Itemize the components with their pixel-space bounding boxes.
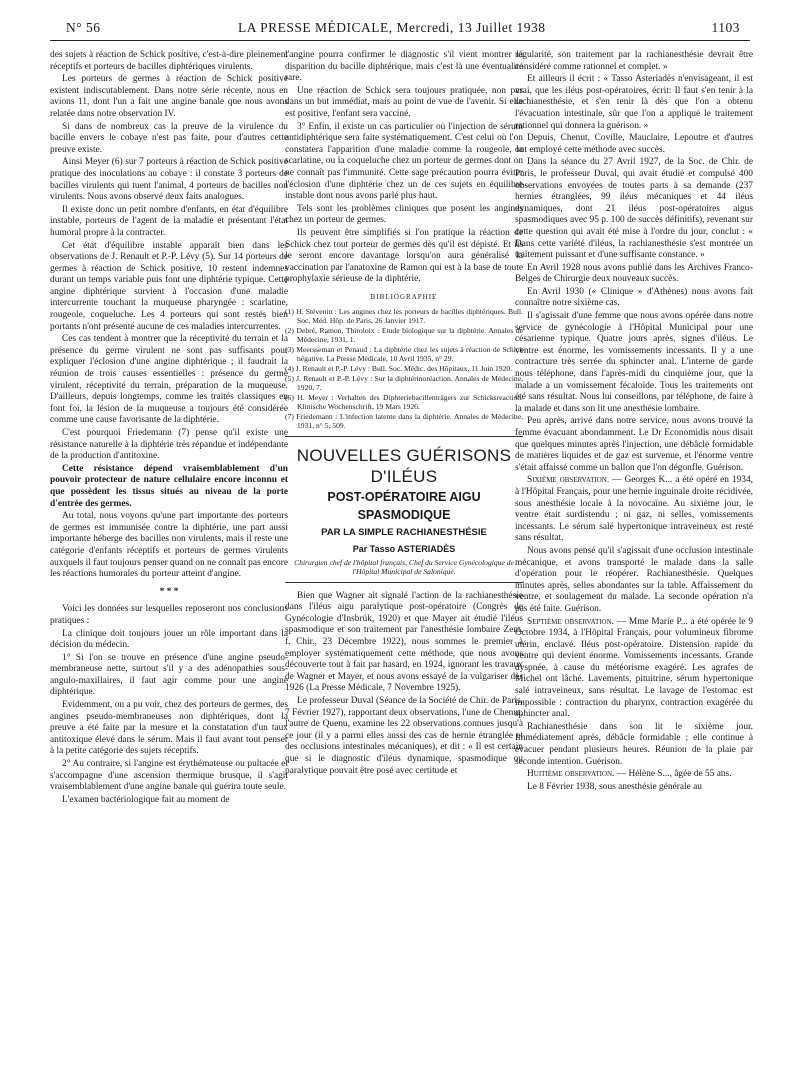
paragraph: Il s'agissait d'une femme que nous avons opérée dans notre service de gynécologie à l'Hôpital Municipal pour une césarienne typique. Quatre jours après, signes d'iléus. Le ventre est énorme, les vomissements incessants. Il y a une contracture très serrée du sphincter anal. L'interne de garde nous téléphone, dans l'après-midi du cinquième jour, que la malade a un vomissement fécaloïde. Tous les traitements ont été sans résultat. Nous lui conseillons, par téléphone, de faire à la malade et dans son lit une anesthésie lombaire. xyxy=(515,311,753,414)
paragraph: Voici les données sur lesquelles reposeront nos conclusions pratiques : xyxy=(50,604,288,626)
page-header xyxy=(66,20,740,40)
bibliography-entry: (6) H. Meyer : Verhalten des Diphteriebacillenträgers zur Schicksreaction. Klinische Wochenschrift, 19 Mars 1926. xyxy=(285,393,523,412)
paragraph: Si dans de nombreux cas la preuve de la virulence du bacille envers le cobaye n'est pas faite, pour d'autres cette preuve existe. xyxy=(50,121,288,155)
bibliography-entry: (3) Meersseman et Penaud : La diphtérie chez les sujets à réaction de Schick négative. La Presse Médicale, 10 Avril 1935, n° 29. xyxy=(285,345,523,364)
paragraph: Au total, nous voyons qu'une part importante des porteurs de germes est immunisée contre la diphtérie, une part aussi importante héberge des bacilles non virulents, mais il reste une catégorie d'enfants réceptifs et porteurs de germes virulents auxquels il faut toujours penser quand on ne connaît pas encore les réactions humorales du porteur atteint d'angine. xyxy=(50,511,288,580)
observation-text: — Georges K... a été opéré en 1934, à l'Hôpital Français, pour une hernie inguinale droite récidivée, sous anesthésie locale à la novocaïne. Au sixième jour, le ventre était surdistendu ; ni gaz, ni selles, vomissements incessants. Le sérum salé hypertonique intraveineux est resté sans résultat. xyxy=(515,475,753,544)
paragraph: Cette résistance dépend vraisemblablement d'un pouvoir protecteur de nature cellulaire encore inconnu et que possèdent les tissus situés au niveau de la porte d'entrée des germes. xyxy=(50,463,288,509)
observation-heading: Septième observation. xyxy=(527,616,615,627)
article-rule xyxy=(285,436,523,437)
bibliography-entry: (4) J. Renault et P.-P. Lévy : Bull. Soc. Médic. des Hôpitaux, 11 Juin 1920. xyxy=(285,364,513,374)
paragraph: C'est pourquoi Friedemann (7) pense qu'il existe une résistance naturelle à la diphtérie très répandue et indépendante de la production d'antitoxine. xyxy=(50,428,288,462)
journal-title: LA PRESSE MÉDICALE, Mercredi, 13 Juillet 1938 xyxy=(238,20,546,35)
column-1 xyxy=(50,50,288,1074)
paragraph: L'examen bactériologique fait au moment de xyxy=(62,794,230,805)
paragraph: Les porteurs de germes à réaction de Schick positive existent indiscutablement. Dans notre série récente, nous en avions 11, dont l'un a fait une angine banale que nous avons relatée dans notre observation IV. xyxy=(50,74,288,119)
observation xyxy=(515,475,753,545)
observation xyxy=(515,617,753,721)
paragraph: Il existe donc un petit nombre d'enfants, en état d'équilibre instable, porteurs de l'agent de la maladie et présentant l'état humoral propre à la contracter. xyxy=(50,204,288,238)
paragraph: Depuis, Chenut, Coville, Mauclaire, Lepoutre et d'autres ont employé cette méthode avec succès. xyxy=(515,133,753,155)
paragraph: Ils peuvent être simplifiés si l'on pratique la réaction de Schick chez tout porteur de germes dès qu'il est dépisté. Et ils le seront encore davantage lorsqu'on aura généralisé la vaccination par l'anatoxine de Ramon qui est à la base de toute prophylaxie sérieuse de la diphtérie. xyxy=(285,227,523,285)
column-3 xyxy=(515,50,753,1074)
paragraph: Evidemment, on a pu voir, chez des porteurs de germes, des angines pseudo-membraneuses non diphtériques, dont la preuve a été faite par la mesure et la constatation d'un taux antitoxique élevé dans le sérum. Mais il faut avant tout penser à la petite catégorie des sujets réceptifs. xyxy=(50,700,288,757)
paragraph: Le professeur Duval (Séance de la Société de Chir. de Paris, 7 Février 1927), rapportant deux observations, l'une de Chenut, l'autre de Quenu, examine les 22 observations connues jusqu'à ce jour (il y a parmi elles aussi des cas de hernie étranglée et des occlusions intestinales mécaniques), et dit : « Il est certain que si le diagnostic d'iléus dynamique, spasmodique ou paralytique pouvait être posé avec certitude et xyxy=(285,696,523,776)
paragraph: Une réaction de Schick sera toujours pratiquée, non pas dans un but immédiat, mais au point de vue de l'avenir. Si elle est positive, l'enfant sera vacciné. xyxy=(285,85,523,119)
bibliography-entry: (2) Debré, Ramon, Thiroloix : Etude biologique sur la diphtérie. Annales de Médecine, 1931, 1. xyxy=(285,326,523,345)
paragraph: 2° Au contraire, si l'angine est érythémateuse ou pultacée et s'accompagne d'une ascension thermique brusque, il s'agit vraisemblablement d'une angine banale qui guérira toute seule. xyxy=(50,759,288,793)
bibliography-entry: (5) J. Renault et P.-P. Lévy : Sur la diphtérinoréaction. Annales de Médecine, 1920, 7. xyxy=(285,374,523,393)
article-title-line-3: POST-OPÉRATOIRE AIGU xyxy=(327,490,481,505)
observation-text: — Mme Marie P... a été opérée le 9 Octobre 1934, à l'Hôpital Français, pour volumineux fibrome utérin, enclavé. Iléus post-opératoire. Distension rapide du ventre qui devient énorme. Vomissements incessants. Grande dyspnée, à cause du météorisme exagéré. Les agrafes de Michel ont lâché. Lavements, pituitrine, sérum hypertonique salé intraveineux, sans résultat. Le lavage de l'estomac est impossible : contraction du pharynx, contraction exagérée du sphincter anal. xyxy=(515,616,753,720)
bibliography-entry: (1) H. Stévenin : Les angines chez les porteurs de bacilles diphtériques. Bull. Soc. Méd. Hôp. de Paris, 26 Janvier 1917. xyxy=(285,307,523,326)
author-affiliation: Chirurgien chef de l'hôpital français, Chef du Service Gynécologique de l'Hôpital Municipal de Salonique. xyxy=(294,557,514,576)
article-subtitle: PAR LA SIMPLE RACHIANESTHÉSIE xyxy=(321,527,487,539)
column-2 xyxy=(285,50,523,1074)
bibliography xyxy=(285,307,523,430)
paragraph: Le 8 Février 1938, sous anesthésie générale au xyxy=(527,781,702,792)
article-title-line-4: SPASMODIQUE xyxy=(357,508,451,523)
header-rule xyxy=(50,40,750,41)
paragraph: 3° Enfin, il existe un cas particulier où l'injection de sérum antidiphtérique sera faite systématiquement. C'est celui où l'on constatera l'apparition d'une maladie comme la rougeole, la scarlatine, ou la coqueluche chez un porteur de germes dont on ne connaît pas l'immunité. Cette sage précaution pourra éviter l'éclosion d'une diphtérie chez un de ces sujets en équilibre instable dont nous avons parlé plus haut. xyxy=(285,121,523,202)
bibliography-title: BIBLIOGRAPHIE xyxy=(370,292,438,301)
article-rule xyxy=(285,582,523,583)
paragraph: La clinique doit toujours jouer un rôle important dans la décision du médecin. xyxy=(50,628,288,651)
paragraph: 1° Si l'on se trouve en présence d'une angine pseudo-membraneuse nette, surtout s'il y a des adénopathies sous-angulo-maxillaires, il faut agir comme pour une angine diphtérique. xyxy=(50,652,288,698)
observation xyxy=(515,769,753,781)
article-author: Par Tasso ASTERIADÈS xyxy=(352,544,456,555)
paragraph: En Avril 1930 (« Clinique » d'Athènes) nous avons fait connaître notre sixième cas. xyxy=(515,286,753,309)
paragraph: Ainsi Meyer (6) sur 7 porteurs à réaction de Schick positive pratique des inoculations au cobaye : il constate 3 porteurs de bacilles virulents qui tuent l'animal, 4 porteurs de bacilles non virulents. Nous avons observé deux faits analogues. xyxy=(50,157,288,203)
section-separator: * * * xyxy=(159,586,179,597)
article-title-line-1: NOUVELLES GUÉRISONS xyxy=(296,446,512,466)
paragraph: Dans la séance du 27 Avril 1927, de la Soc. de Chir. de Paris, le professeur Duval, qui avait étudié et compulsé 400 observations envoyées de toutes parts à sa demande (237 hernies étranglées, 99 iléus mécaniques et 44 iléus dynamiques, dont 21 iléus post-opératoires aigus spasmodiques avec 95 p. 100 de succès définitifs), revenant sur cette question qui avait été mise à l'ordre du jour, conclut : « Dans cette variété d'iléus, la rachianesthésie s'est montrée un traitement puissant et d'une suffisante constance. » xyxy=(515,157,753,261)
paragraph: Cet état d'équilibre instable apparaît bien dans les observations de J. Renault et P.-P. Lévy (5). Sur 14 porteurs de germes à réaction de Schick positive, 10 restent indemnes durant un temps variable puis font une diphtérie typique. Cette angine diphtérique survient à l'occasion d'une maladie intercurrente touchant la muqueuse pharyngée : scarlatine, rougeole, coqueluche. Les 4 porteurs qui sont restés bien portants n'ont présenté aucune de ces maladies intercurrentes. xyxy=(50,240,288,332)
observation-text: — Hélène S..., âgée de 55 ans. xyxy=(616,769,732,780)
paragraph: En Avril 1928 nous avons publié dans les Archives Franco-Belges de Chirurgie deux nouveaux succès. xyxy=(515,262,753,285)
article-title-line-2: D'ILÉUS xyxy=(370,467,438,487)
paragraph: l'angine pourra confirmer le diagnostic s'il vient montrer la disparition du bacille diphtérique, mais c'est là une éventualité rare. xyxy=(285,50,523,84)
paragraph: Et ailleurs il écrit : « Tasso Asteriadès n'envisageant, il est vrai, que les iléus post-opératoires, écrit: Il faut s'en tenir à la rachianesthésie, et s'en tenir là dès que l'on a obtenu l'évacuation intestinale, sûr que l'on a appliqué le traitement rationnel qui donnera la guérison. » xyxy=(515,74,753,131)
paragraph: Rachianesthésie dans son lit le sixième jour. Immédiatement après, débâcle formidable ; elle continue à évacuer pendant plusieurs heures. Réunion de la plaie par seconde intention. Guérison. xyxy=(515,721,753,767)
paragraph: régularité, son traitement par la rachianesthésie devrait être considéré comme rationnel et complet. » xyxy=(515,50,753,72)
observation-heading: Sixième observation. xyxy=(527,475,610,486)
bibliography-entry: (7) Friedemann : L'infection latente dans la diphtérie. Annales de Médecine, 1931, n° 5, 509. xyxy=(285,412,523,431)
paragraph: Bien que Wagner ait signalé l'action de la rachianesthésie dans l'iléus aigu paralytique post-opératoire (Congrès de Gynécologie d'Insbrük, 1920) et que Mayer ait étudié l'iléus spasmodique et son traitement par l'anesthésie lombaire Zent. f. Chir., 23 Décembre 1922), nous sommes le premier à employer systématiquement cette méthode, que nous avons découverte tout à fait par hasard, en 1924, ignorant les travaux de Wagner et Mayer, et nous avons essayé de la vulgariser dès 1926 (La Presse Médicale, 7 Novembre 1925). xyxy=(285,590,523,694)
issue-number: N° 56 xyxy=(66,20,101,35)
page-number: 1103 xyxy=(711,20,740,35)
paragraph: Nous avons pensé qu'il s'agissait d'une occlusion intestinale mécanique, et avons transporté le malade dans la salle d'opération pour le réopérer. Rachianesthésie. Quelques minutes après, selles abondantes sur la table. Affaissement du ventre, et soulagement du malade. La seconde opération n'a pas été faite. Guérison. xyxy=(515,545,753,614)
paragraph: Peu après, arrivé dans notre service, nous avons trouvé la femme évacuant abondamment. Le Dr Economidis nous disait que quelques minutes après l'injection, une débâcle formidable de matières liquides et de gaz est survenue, et l'énorme ventre s'était affaissé comme un ballon que l'on dégonfle. Guérison. xyxy=(515,416,753,473)
paragraph: Tels sont les problèmes cliniques que posent les angines chez un porteur de germes. xyxy=(285,203,523,226)
observation-heading: Huitième observation. xyxy=(527,769,615,780)
paragraph: Ces cas tendent à montrer que la réceptivité du terrain et la présence du germe virulent ne sont pas suffisants pour expliquer l'éclosion d'une angine diphtérique ; il faudrait la réunion de trois causes essentielles : présence du germe virulent, réceptivité du terrain, préparation de la muqueuse. D'ailleurs, depuis longtemps, comme les traités classiques en font foi, la lésion de la muqueuse a toujours été considérée comme une cause favorisante de la diphtérie. xyxy=(50,334,288,426)
paragraph: des sujets à réaction de Schick positive, c'est-à-dire pleinement réceptifs et porteurs de bacilles diphtériques virulents. xyxy=(50,50,288,72)
